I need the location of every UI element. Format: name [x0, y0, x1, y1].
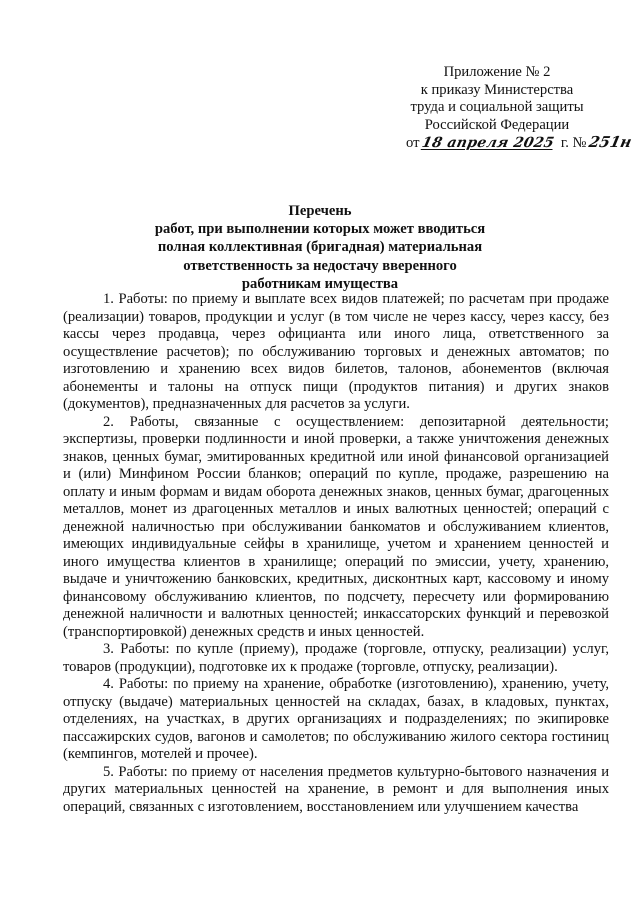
order-date-number-line — [406, 133, 634, 153]
appendix-line-2: к приказу Министерства — [420, 81, 574, 98]
title-line-2: работ, при выполнении которых может вводиться — [154, 221, 486, 238]
date-prefix: от — [406, 135, 420, 151]
paragraph-2: 2. Работы, связанные с осуществлением: депозитарной деятельности; экспертизы, проверки подлинности и иной проверки, а также уничтожения денежных знаков, ценных бумаг, эмитированных кредитной или иной финансовой организацией и (или) Минфином России бланков; операций по купле, продаже, разрешению на оплату и иным формам и видам оборота денежных знаков, ценных бумаг, драгоценных металлов, монет из драгоценных металлов и иных валютных ценностей; операций с денежной наличностью при обслуживании банкоматов и обслуживанием клиентов, имеющих индивидуальные сейфы в хранилище, учетом и хранением ценностей и иного имущества клиентов в хранилище; операций по эмиссии, учету, хранению, выдаче и уничтожению банковских, кредитных, дисконтных карт, кассовому и иному финансовому обслуживанию клиентов, по подсчету, пересчету или формированию денежной наличности и валютных ценностей; инкассаторских функций и перевозкой (транспортировкой) денежных средств и иных ценностей. — [63, 413, 609, 640]
appendix-line-1: Приложение № 2 — [443, 64, 551, 80]
title-line-5: работникам имущества — [241, 275, 399, 292]
appendix-line-3: труда и социальной защиты — [410, 99, 584, 115]
paragraph-4: 4. Работы: по приему на хранение, обработке (изготовлению), хранению, учету, отпуску (выдаче) материальных ценностей на складах, базах, в кладовых, пунктах, отделениях, на участках, в других организациях и подразделениях; по экипировке пассажирских судов, вагонов и самолетов; по обслуживанию жилого сектора гостиниц (кемпингов, мотелей и прочее). — [63, 676, 609, 762]
handwritten-order-number: 251н — [587, 133, 634, 151]
paragraph-5: 5. Работы: по приему от населения предметов культурно-бытового назначения и других материальных ценностей на хранение, в ремонт и для выполнения иных операций, связанных с изготовлением, восстановлением или улучшением качества — [63, 763, 609, 815]
document-title — [110, 202, 530, 293]
title-line-3: полная коллективная (бригадная) материальная — [157, 239, 483, 256]
paragraph-1: 1. Работы: по приему и выплате всех видов платежей; по расчетам при продаже (реализации) товаров, продукции и услуг (в том числе не через кассу, через кассу, без кассы через продавца, через официанта или иного лица, ответственного за осуществление расчетов); по обслуживанию торговых и денежных автоматов; по изготовлению и хранению всех видов билетов, талонов, абонементов (включая абонементы и талоны на отпуск пищи (продуктов питания) и других знаков (документов), предназначенных для расчетов за услуги. — [63, 291, 609, 412]
appendix-header — [392, 64, 634, 153]
title-line-1: Перечень — [288, 203, 352, 219]
year-number-label: г. № — [560, 135, 587, 151]
handwritten-date: 18 апреля 2025 — [420, 135, 557, 151]
document-body — [63, 291, 609, 816]
paragraph-3: 3. Работы: по купле (приему), продаже (торговле, отпуску, реализации) услуг, товаров (продукции), подготовке их к продаже (торговле, отпуску, реализации). — [63, 641, 609, 675]
title-line-4: ответственность за недостачу вверенного — [183, 257, 457, 274]
appendix-line-4: Российской Федерации — [424, 116, 570, 133]
